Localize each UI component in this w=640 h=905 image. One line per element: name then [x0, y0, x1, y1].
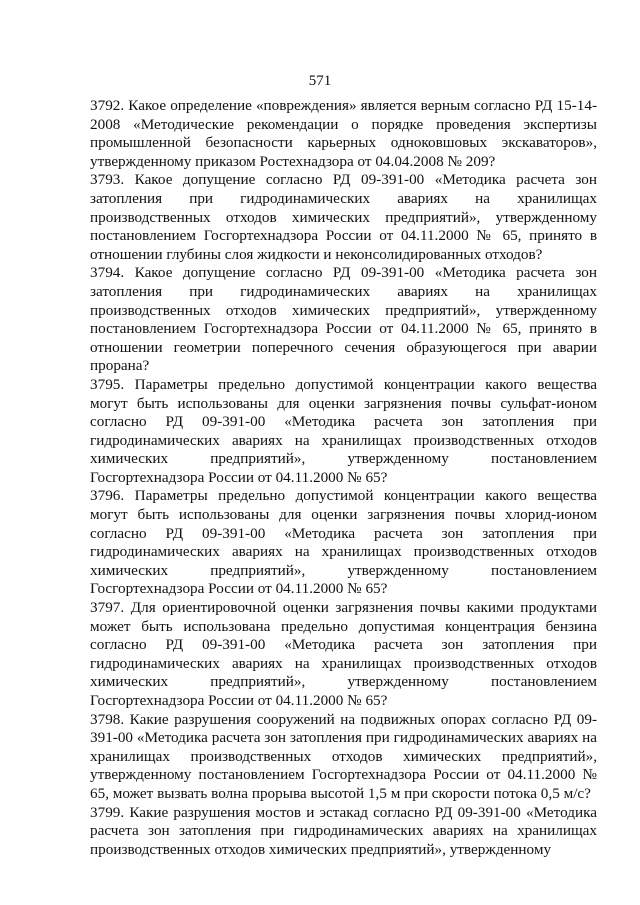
question-3798: 3798. Какие разрушения сооружений на подвижных опорах согласно РД 09-391-00 «Методика расчета зон затопления при гидродинамических авариях на хранилищах производственных отходов химических предприятий», утвержденному постановлением Госгортехнадзора России от 04.11.2000 № 65, может вызвать волна прорыва высотой 1,5 м при скорости потока 0,5 м/с?	[90, 710, 597, 802]
question-3799: 3799. Какие разрушения мостов и эстакад согласно РД 09-391-00 «Методика расчета зон затопления при гидродинамических авариях на хранилищах производственных отходов химических предприятий», утвержденному	[90, 803, 597, 858]
question-list	[90, 97, 597, 859]
question-3795: 3795. Параметры предельно допустимой концентрации какого вещества могут быть использованы для оценки загрязнения почвы сульфат-ионом согласно РД 09-391-00 «Методика расчета зон затопления при гидродинамических авариях на хранилищах производственных отходов химических предприятий», утвержденному постановлением Госгортехнадзора России от 04.11.2000 № 65?	[90, 375, 597, 486]
page-number: 571	[308, 73, 332, 89]
question-3792: 3792. Какое определение «повреждения» является верным согласно РД 15-14-2008 «Методические рекомендации о порядке проведения экспертизы промышленной безопасности карьерных одноковшовых экскаваторов», утвержденному приказом Ростехнадзора от 04.04.2008 № 209?	[90, 97, 597, 170]
question-3796: 3796. Параметры предельно допустимой концентрации какого вещества могут быть использованы для оценки загрязнения почвы хлорид-ионом согласно РД 09-391-00 «Методика расчета зон затопления при гидродинамических авариях на хранилищах производственных отходов химических предприятий», утвержденному постановлением Госгортехнадзора России от 04.11.2000 № 65?	[90, 487, 597, 598]
question-3793: 3793. Какое допущение согласно РД 09-391-00 «Методика расчета зон затопления при гидродинамических авариях на хранилищах производственных отходов химических предприятий», утвержденному постановлением Госгортехнадзора России от 04.11.2000 № 65, принято в отношении глубины слоя жидкости и неконсолидированных отходов?	[90, 171, 597, 263]
question-3797: 3797. Для ориентировочной оценки загрязнения почвы какими продуктами может быть использована предельно допустимая концентрация бензина согласно РД 09-391-00 «Методика расчета зон затопления при гидродинамических авариях на хранилищах производственных отходов химических предприятий», утвержденному постановлением Госгортехнадзора России от 04.11.2000 № 65?	[90, 599, 597, 709]
question-3794: 3794. Какое допущение согласно РД 09-391-00 «Методика расчета зон затопления при гидродинамических авариях на хранилищах производственных отходов химических предприятий», утвержденному постановлением Госгортехнадзора России от 04.11.2000 № 65, принято в отношении геометрии поперечного сечения образующегося при аварии прорана?	[90, 264, 597, 375]
